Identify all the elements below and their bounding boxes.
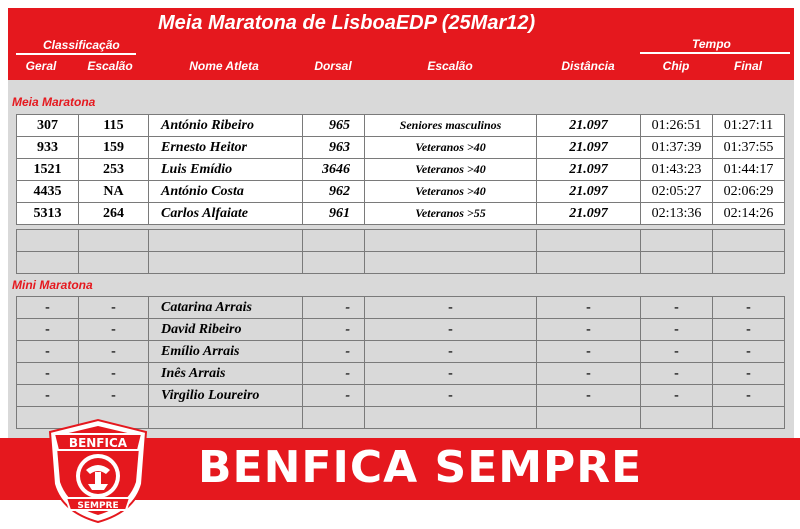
benfica-crest-logo bbox=[42, 414, 154, 526]
cell-geral: 307 bbox=[17, 115, 79, 137]
group-label-tempo: Tempo bbox=[692, 37, 731, 51]
cell-dorsal: 965 bbox=[303, 115, 365, 137]
cell-geral: 933 bbox=[17, 137, 79, 159]
group-label-classificacao: Classificação bbox=[43, 38, 120, 52]
cell-dorsal: - bbox=[303, 319, 365, 341]
cell-nome-atleta: Virgilio Loureiro bbox=[149, 385, 303, 407]
cell-dorsal: 963 bbox=[303, 137, 365, 159]
table-row bbox=[17, 181, 785, 203]
column-header-chip: Chip bbox=[662, 59, 690, 73]
cell-escalao-rank: 159 bbox=[79, 137, 149, 159]
cell-geral: - bbox=[17, 385, 79, 407]
cell-escalao-rank: - bbox=[79, 297, 149, 319]
cell-distancia: 21.097 bbox=[537, 159, 641, 181]
cell-escalao-rank: 253 bbox=[79, 159, 149, 181]
cell-dorsal: - bbox=[303, 363, 365, 385]
section-title-mini-maratona: Mini Maratona bbox=[12, 278, 93, 292]
cell-chip: - bbox=[641, 363, 713, 385]
cell-dorsal: 961 bbox=[303, 203, 365, 225]
column-header-distancia: Distância bbox=[561, 59, 615, 73]
cell-escalao: - bbox=[365, 363, 537, 385]
cell-nome-atleta: António Costa bbox=[149, 181, 303, 203]
cell-chip: 01:43:23 bbox=[641, 159, 713, 181]
cell-escalao: Seniores masculinos bbox=[365, 115, 537, 137]
column-header-nome-atleta: Nome Atleta bbox=[189, 59, 259, 73]
cell-escalao: - bbox=[365, 385, 537, 407]
banner-text: BENFICA SEMPRE bbox=[198, 442, 643, 493]
cell-chip: - bbox=[641, 341, 713, 363]
column-header-final: Final bbox=[733, 59, 762, 73]
cell-chip: 02:13:36 bbox=[641, 203, 713, 225]
empty-rows-meia-maratona bbox=[16, 229, 785, 274]
cell-dorsal: - bbox=[303, 297, 365, 319]
cell-nome-atleta: David Ribeiro bbox=[149, 319, 303, 341]
cell-chip: - bbox=[641, 385, 713, 407]
cell-final: - bbox=[713, 297, 785, 319]
table-row bbox=[17, 341, 785, 363]
cell-escalao-rank: - bbox=[79, 385, 149, 407]
cell-geral: 1521 bbox=[17, 159, 79, 181]
table-row bbox=[17, 385, 785, 407]
cell-chip: - bbox=[641, 297, 713, 319]
cell-escalao: - bbox=[365, 319, 537, 341]
cell-dorsal: - bbox=[303, 385, 365, 407]
cell-nome-atleta: Emílio Arrais bbox=[149, 341, 303, 363]
column-header-escalao: Escalão bbox=[427, 59, 473, 73]
cell-escalao: - bbox=[365, 341, 537, 363]
table-row bbox=[17, 363, 785, 385]
cell-distancia: - bbox=[537, 385, 641, 407]
cell-nome-atleta: Inês Arrais bbox=[149, 363, 303, 385]
cell-escalao: Veteranos >55 bbox=[365, 203, 537, 225]
table-header bbox=[8, 8, 794, 80]
results-table-mini-maratona bbox=[16, 296, 785, 429]
cell-geral: - bbox=[17, 363, 79, 385]
section-title-meia-maratona: Meia Maratona bbox=[12, 95, 96, 109]
column-header-escalao-classificacao: Escalão bbox=[87, 59, 133, 73]
empty-row bbox=[17, 230, 785, 252]
table-row bbox=[17, 159, 785, 181]
cell-chip: 01:26:51 bbox=[641, 115, 713, 137]
cell-final: - bbox=[713, 319, 785, 341]
page-title: Meia Maratona de LisboaEDP (25Mar12) bbox=[158, 12, 536, 34]
cell-escalao: Veteranos >40 bbox=[365, 181, 537, 203]
cell-chip: - bbox=[641, 319, 713, 341]
cell-final: 02:06:29 bbox=[713, 181, 785, 203]
cell-distancia: 21.097 bbox=[537, 137, 641, 159]
cell-nome-atleta: António Ribeiro bbox=[149, 115, 303, 137]
cell-distancia: - bbox=[537, 297, 641, 319]
cell-final: 02:14:26 bbox=[713, 203, 785, 225]
cell-chip: 02:05:27 bbox=[641, 181, 713, 203]
cell-dorsal: 3646 bbox=[303, 159, 365, 181]
cell-geral: - bbox=[17, 319, 79, 341]
cell-geral: - bbox=[17, 297, 79, 319]
cell-escalao-rank: - bbox=[79, 319, 149, 341]
column-header-dorsal: Dorsal bbox=[314, 59, 352, 73]
cell-distancia: 21.097 bbox=[537, 115, 641, 137]
table-row bbox=[17, 203, 785, 225]
cell-escalao-rank: - bbox=[79, 363, 149, 385]
cell-geral: 5313 bbox=[17, 203, 79, 225]
cell-geral: - bbox=[17, 341, 79, 363]
cell-escalao: Veteranos >40 bbox=[365, 137, 537, 159]
cell-final: - bbox=[713, 341, 785, 363]
cell-distancia: - bbox=[537, 319, 641, 341]
table-row bbox=[17, 319, 785, 341]
group-underline-tempo bbox=[640, 52, 790, 54]
cell-nome-atleta: Carlos Alfaiate bbox=[149, 203, 303, 225]
cell-chip: 01:37:39 bbox=[641, 137, 713, 159]
cell-dorsal: 962 bbox=[303, 181, 365, 203]
cell-geral: 4435 bbox=[17, 181, 79, 203]
table-row bbox=[17, 137, 785, 159]
crest-bottom-text: SEMPRE bbox=[77, 501, 119, 511]
cell-escalao-rank: NA bbox=[79, 181, 149, 203]
cell-distancia: 21.097 bbox=[537, 181, 641, 203]
empty-row bbox=[17, 252, 785, 274]
column-header-geral: Geral bbox=[25, 59, 57, 73]
table-row bbox=[17, 297, 785, 319]
cell-distancia: - bbox=[537, 363, 641, 385]
cell-nome-atleta: Catarina Arrais bbox=[149, 297, 303, 319]
group-underline-classificacao bbox=[16, 53, 136, 55]
cell-final: 01:37:55 bbox=[713, 137, 785, 159]
cell-final: - bbox=[713, 363, 785, 385]
crest-top-text: BENFICA bbox=[68, 436, 128, 450]
cell-distancia: 21.097 bbox=[537, 203, 641, 225]
cell-escalao-rank: - bbox=[79, 341, 149, 363]
results-table-meia-maratona bbox=[16, 114, 785, 225]
cell-final: 01:27:11 bbox=[713, 115, 785, 137]
cell-distancia: - bbox=[537, 341, 641, 363]
cell-escalao-rank: 264 bbox=[79, 203, 149, 225]
table-row bbox=[17, 115, 785, 137]
cell-nome-atleta: Ernesto Heitor bbox=[149, 137, 303, 159]
cell-escalao: - bbox=[365, 297, 537, 319]
cell-nome-atleta: Luis Emídio bbox=[149, 159, 303, 181]
cell-dorsal: - bbox=[303, 341, 365, 363]
cell-escalao: Veteranos >40 bbox=[365, 159, 537, 181]
cell-final: 01:44:17 bbox=[713, 159, 785, 181]
cell-final: - bbox=[713, 385, 785, 407]
cell-escalao-rank: 115 bbox=[79, 115, 149, 137]
